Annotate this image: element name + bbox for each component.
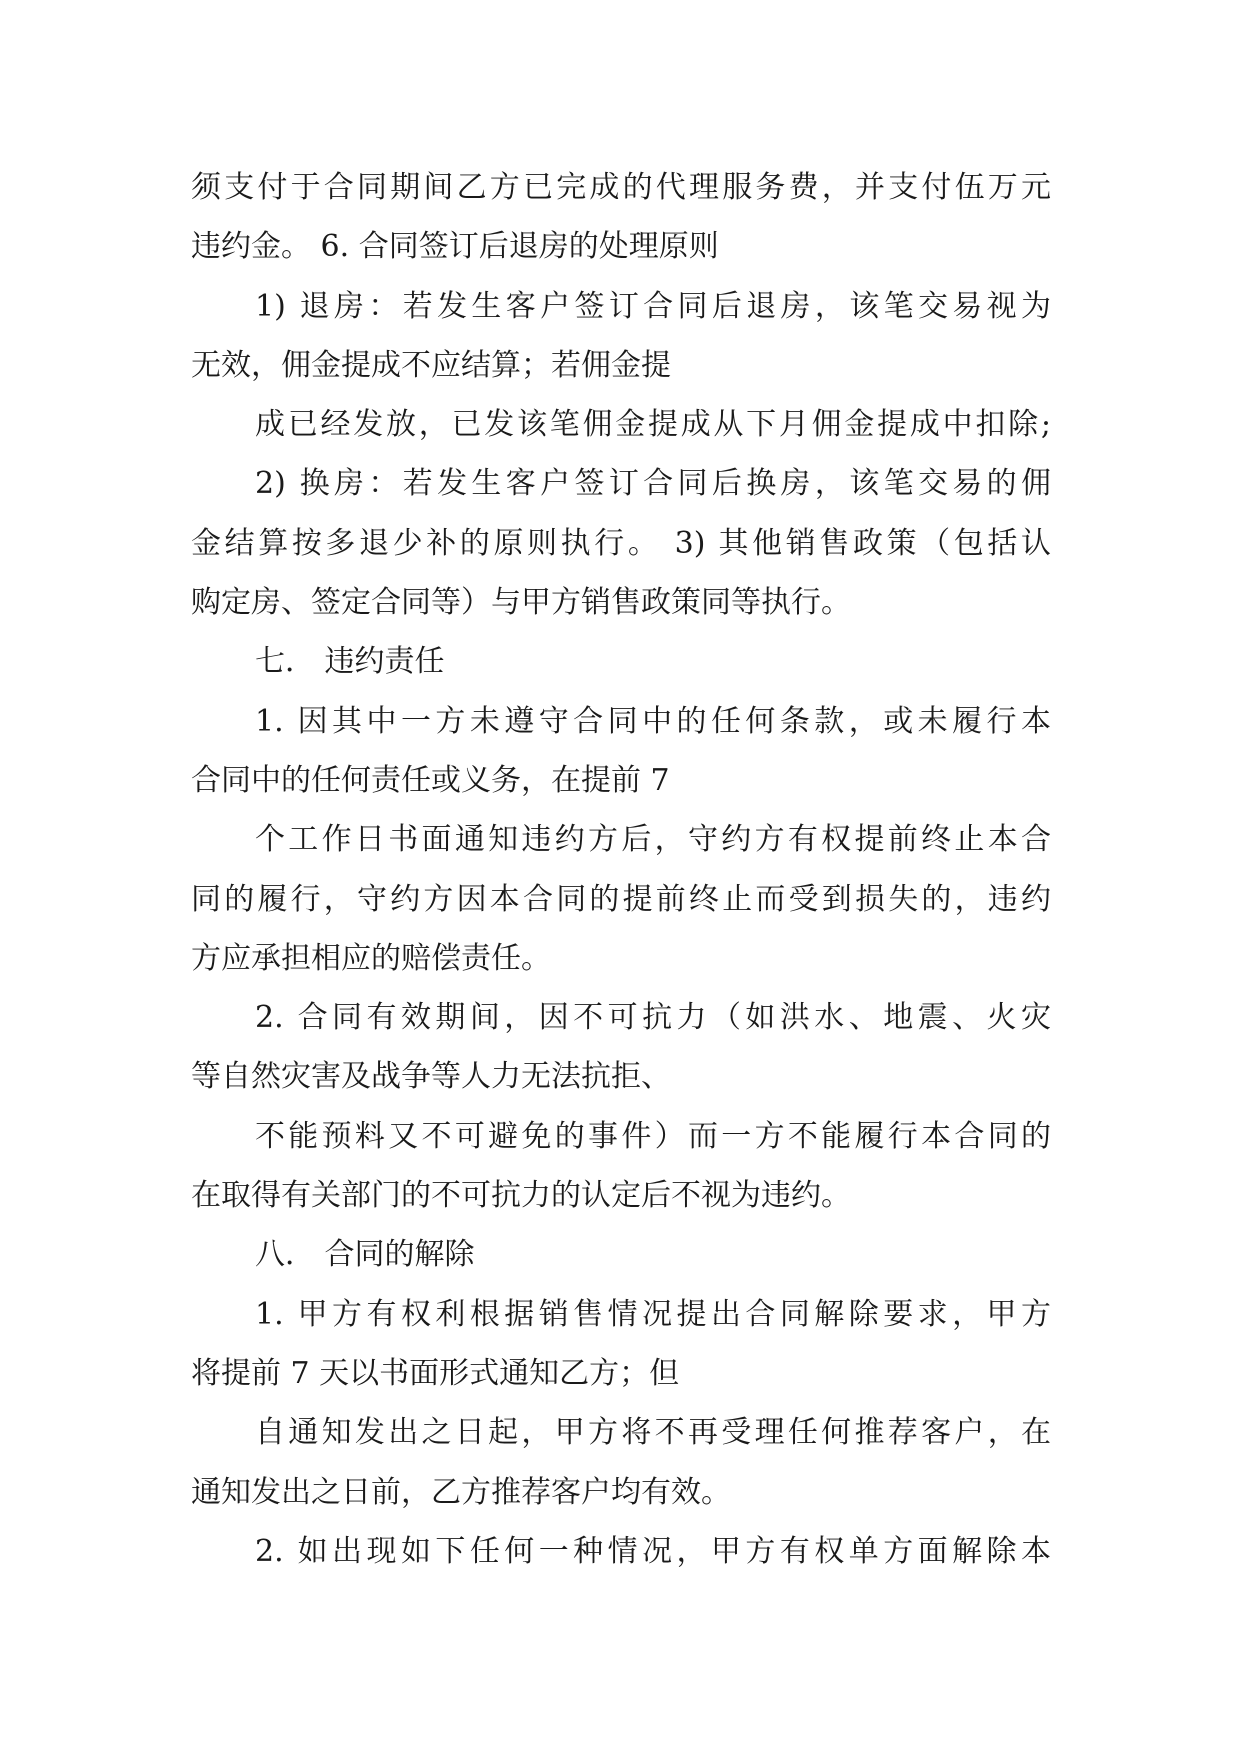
- text-line: 1) 退房：若发生客户签订合同后退房，该笔交易视为: [255, 288, 1051, 324]
- text-line: 购定房、签定合同等）与甲方销售政策同等执行。: [191, 585, 851, 621]
- text-line: 2. 如出现如下任何一种情况，甲方有权单方面解除本: [255, 1533, 1051, 1569]
- text-line: 1. 因其中一方未遵守合同中的任何条款，或未履行本: [255, 703, 1051, 739]
- text-line: 违约金。 6. 合同签订后退房的处理原则: [191, 229, 719, 265]
- text-line: 须支付于合同期间乙方已完成的代理服务费，并支付伍万元: [191, 170, 1051, 205]
- text-line: 无效，佣金提成不应结算；若佣金提: [191, 347, 671, 383]
- text-line: 方应承担相应的赔偿责任。: [191, 940, 551, 976]
- text-line: 将提前 7 天以书面形式通知乙方；但: [191, 1355, 680, 1391]
- text-line: 2. 合同有效期间，因不可抗力（如洪水、地震、火灾: [255, 1000, 1051, 1036]
- contract-text: [191, 158, 1051, 1581]
- text-line: 自通知发出之日起，甲方将不再受理任何推荐客户，在: [255, 1415, 1051, 1451]
- section-heading: 八． 合同的解除: [255, 1237, 475, 1273]
- text-line: 个工作日书面通知违约方后，守约方有权提前终止本合: [255, 822, 1051, 858]
- text-line: 合同中的任何责任或义务，在提前 7: [191, 762, 670, 798]
- text-line: 2) 换房：若发生客户签订合同后换房，该笔交易的佣: [255, 466, 1051, 502]
- text-line: 金结算按多退少补的原则执行。 3) 其他销售政策（包括认: [191, 525, 1051, 561]
- text-line: 同的履行，守约方因本合同的提前终止而受到损失的，违约: [191, 881, 1051, 917]
- text-line: 等自然灾害及战争等人力无法抗拒、: [191, 1059, 671, 1095]
- text-line: 不能预料又不可避免的事件）而一方不能履行本合同的: [255, 1118, 1051, 1154]
- text-line: 成已经发放，已发该笔佣金提成从下月佣金提成中扣除;: [255, 407, 1051, 443]
- text-line: 通知发出之日前，乙方推荐客户均有效。: [191, 1474, 731, 1510]
- text-line: 1. 甲方有权利根据销售情况提出合同解除要求，甲方: [255, 1296, 1051, 1332]
- text-line: 在取得有关部门的不可抗力的认定后不视为违约。: [191, 1178, 851, 1214]
- section-heading: 七． 违约责任: [255, 644, 445, 680]
